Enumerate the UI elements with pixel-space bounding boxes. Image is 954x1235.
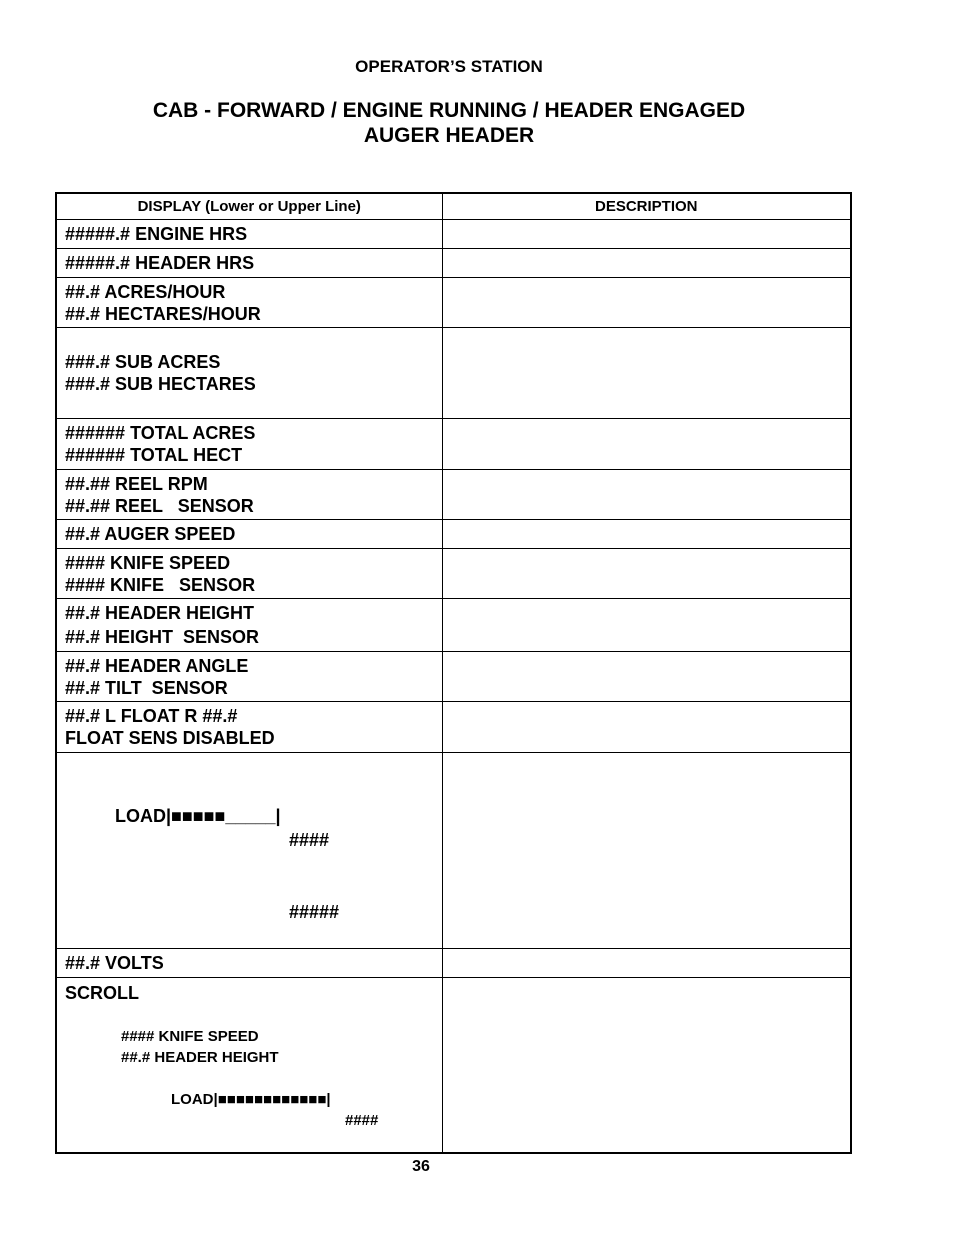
display-cell [56,220,442,249]
table-row [56,249,851,278]
table-row [56,328,851,419]
table-row [56,470,851,520]
scroll-item: ##.# HEADER HEIGHT [121,1049,279,1066]
description-cell [442,978,851,1154]
page-title-line-2: AUGER HEADER [363,124,535,147]
description-cell [442,549,851,599]
description-cell [442,702,851,753]
description-cell [442,328,851,419]
display-cell [56,949,442,978]
table-row [56,652,851,702]
display-cell [56,978,442,1154]
section-title: OPERATOR’S STATION [355,57,543,76]
table-row [56,278,851,328]
display-line: ##.## REEL SENSOR [65,495,254,516]
display-cell [56,249,442,278]
load-line [65,780,434,876]
display-line: ##.# HEIGHT SENSOR [65,627,260,647]
display-cell [56,278,442,328]
description-cell [442,470,851,520]
display-line: ##.## REEL RPM [65,473,208,494]
description-cell [442,419,851,470]
display-cell [56,652,442,702]
description-cell [442,249,851,278]
display-line: ###.# SUB ACRES [65,352,221,372]
display-line: ##.# HEADER ANGLE [65,655,249,676]
display-cell [56,753,442,949]
display-line: #####.# HEADER HRS [65,253,255,273]
table-row [56,549,851,599]
display-line: FLOAT SENS DISABLED [65,728,275,748]
display-line: #####.# ENGINE HRS [65,224,248,244]
page-title-line-1: CAB - FORWARD / ENGINE RUNNING / HEADER ENGAGED [152,99,746,122]
display-line: ##.# L FLOAT R ##.# [65,706,238,726]
display-line: #### KNIFE SENSOR [65,574,256,595]
display-cell [56,599,442,652]
description-cell [442,599,851,652]
description-cell [442,520,851,549]
scroll-load-value: #### [345,1112,379,1129]
scroll-items [121,1026,434,1152]
display-line: #### KNIFE SPEED [65,552,231,573]
page-title [0,98,898,148]
display-table [55,192,852,1154]
description-cell [442,753,851,949]
table-row [56,949,851,978]
display-line: ##.# VOLTS [65,953,164,973]
display-line: ###### TOTAL ACRES [65,423,256,443]
display-cell [56,419,442,470]
page-number: 36 [412,1158,430,1175]
description-cell [442,652,851,702]
display-line: ###### TOTAL HECT [65,445,243,465]
display-cell [56,470,442,520]
column-header-display: DISPLAY (Lower or Upper Line) [56,193,442,220]
display-line: ##.# HEADER HEIGHT [65,603,255,623]
load-line [65,876,434,948]
load-value: #### [289,830,330,850]
scroll-label: SCROLL [65,983,139,1003]
table-row [56,520,851,549]
table-row [56,419,851,470]
display-line: ###.# SUB HECTARES [65,374,256,394]
table-header-row [56,193,851,220]
display-line: ##.# ACRES/HOUR [65,281,226,302]
load-value: ##### [289,902,340,922]
display-cell [56,549,442,599]
description-cell [442,949,851,978]
scroll-item [121,1068,434,1152]
table-row [56,220,851,249]
display-line: ##.# TILT SENSOR [65,677,228,698]
display-cell [56,520,442,549]
load-bar-label: LOAD|■■■■■_____| [115,806,281,826]
display-cell [56,328,442,419]
table-row [56,599,851,652]
description-cell [442,278,851,328]
table-row [56,702,851,753]
column-header-description: DESCRIPTION [442,193,851,220]
display-line: ##.# HECTARES/HOUR [65,303,261,324]
display-cell [56,702,442,753]
table-row [56,753,851,949]
scroll-load-bar-label: LOAD|■■■■■■■■■■■■| [171,1091,331,1108]
scroll-item: #### KNIFE SPEED [121,1028,259,1045]
display-line: ##.# AUGER SPEED [65,524,236,544]
table-row [56,978,851,1154]
description-cell [442,220,851,249]
